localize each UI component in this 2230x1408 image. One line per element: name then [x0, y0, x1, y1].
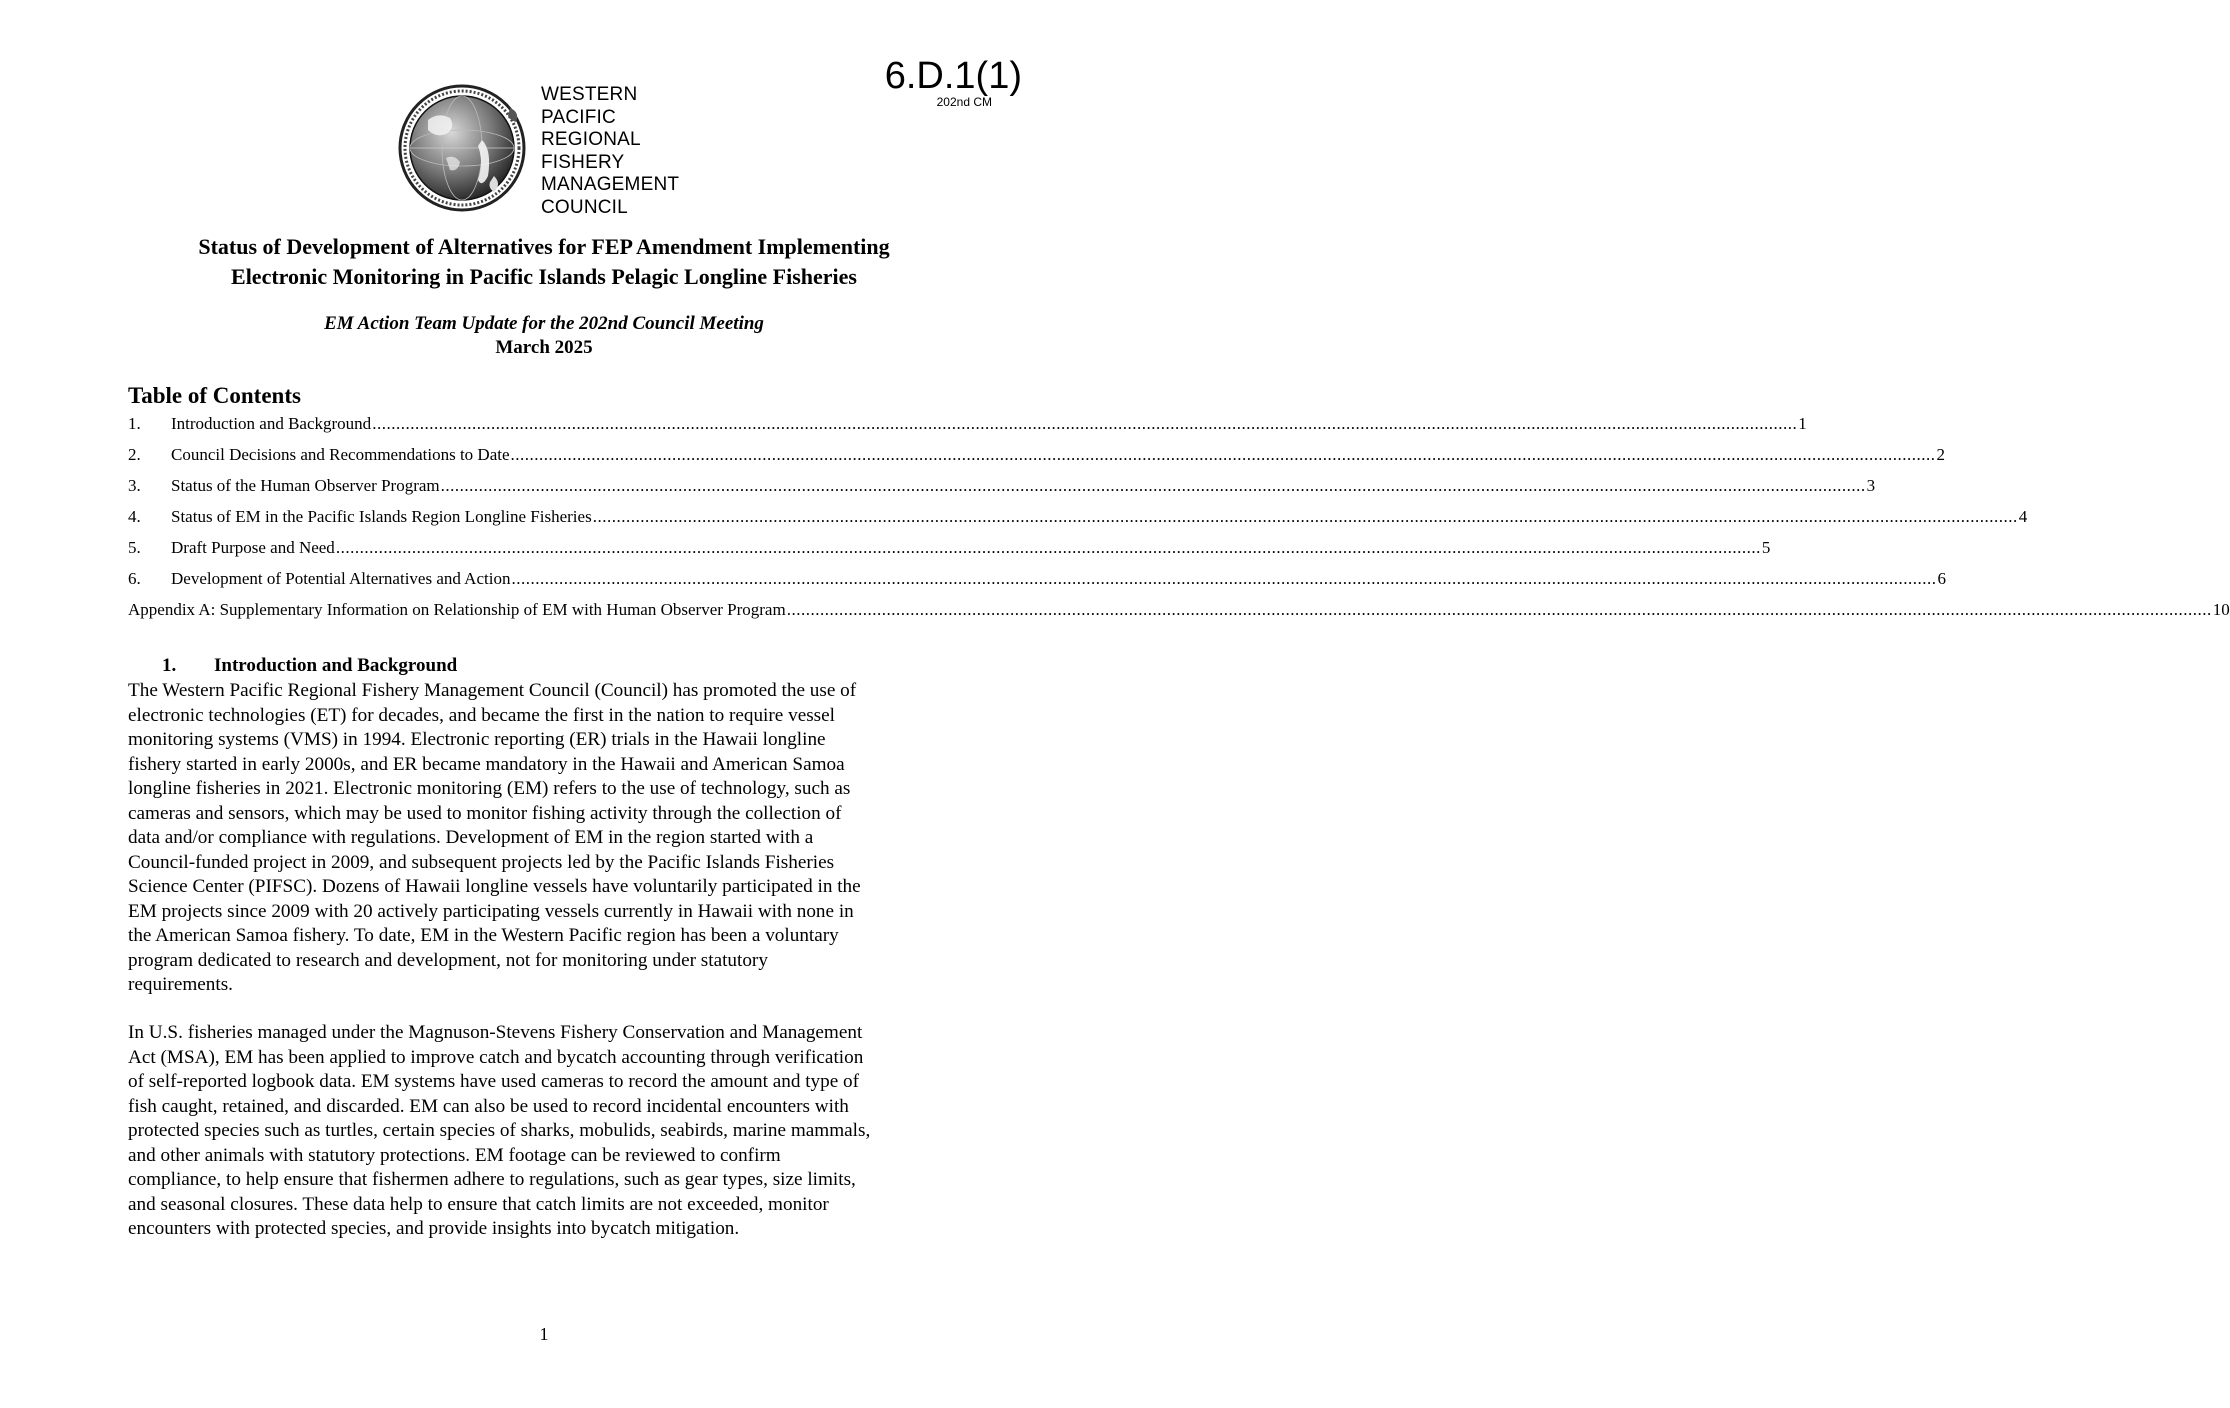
subtitle-text: EM Action Team Update for the 202nd Council Meeting	[324, 313, 764, 334]
toc-heading: Table of Contents	[128, 383, 301, 408]
toc-entry[interactable]	[128, 441, 1946, 472]
paragraph-line: of self-reported logbook data. EM systems have used cameras to record the amount and type of	[128, 1071, 860, 1092]
organization-name	[541, 84, 679, 219]
paragraph-line: protected species such as turtles, certain species of sharks, mobulids, seabirds, marine mammals,	[128, 1120, 871, 1141]
paragraph-line: and other animals with statutory protections. EM footage can be reviewed to confirm	[128, 1144, 781, 1166]
document-title	[0, 232, 1088, 292]
org-name-line: COUNCIL	[541, 196, 628, 218]
paragraph-line: data and/or compliance with regulations. Development of EM in the region started with a	[128, 827, 814, 848]
toc-entry-page: 4	[2018, 507, 2028, 526]
page-number: 1	[539, 1324, 549, 1344]
toc-entry-number: 5.	[128, 538, 141, 557]
paragraph-line: cameras and sensors, which may be used to monitor fishing activity through the collection of	[128, 802, 842, 824]
toc-entry[interactable]	[128, 565, 1946, 596]
paragraph-line: Act (MSA), EM has been applied to improve catch and bycatch accounting through verification	[128, 1046, 864, 1068]
toc-entry-number: 4.	[128, 507, 141, 526]
toc-entry-page: 2	[1936, 445, 1946, 464]
council-seal-logo	[398, 80, 530, 216]
body-paragraph	[128, 1021, 958, 1242]
paragraph-line: the American Samoa fishery. To date, EM in the Western Pacific region has been a voluntary	[128, 925, 839, 946]
paragraph-line: and seasonal closures. These data help to ensure that catch limits are not exceeded, monitor	[128, 1193, 829, 1215]
toc-entry-title: Status of EM in the Pacific Islands Region Longline Fisheries	[171, 507, 592, 526]
toc-entry-page: 5	[1761, 538, 1771, 557]
section-title: Introduction and Background	[214, 655, 458, 676]
toc-entry-title: Development of Potential Alternatives and Action	[171, 569, 511, 588]
org-name-line: FISHERY	[541, 151, 625, 173]
toc-entry[interactable]	[128, 472, 1876, 503]
toc-entry-page: 1	[1798, 414, 1807, 433]
toc-entry-title: Introduction and Background	[171, 414, 372, 433]
org-name-line: MANAGEMENT	[541, 174, 680, 195]
toc-entry-appendix[interactable]	[128, 596, 2230, 627]
paragraph-line: requirements.	[128, 974, 233, 995]
paragraph-line: Science Center (PIFSC). Dozens of Hawaii longline vessels have voluntarily participated in the	[128, 876, 861, 897]
toc-leader-dots: ............................................................................................................................................................................................................................................................................................................	[510, 445, 1936, 464]
paragraph-line: fish caught, retained, and discarded. EM can also be used to record incidental encounters with	[128, 1095, 849, 1117]
paragraph-line: longline fisheries in 2021. Electronic monitoring (EM) refers to the use of technology, such as	[128, 778, 851, 799]
paragraph-line: compliance, to help ensure that fishermen adhere to regulations, such as gear types, size limits,	[128, 1169, 856, 1190]
toc-entry-number: 3.	[128, 476, 141, 495]
meeting-label: 202nd CM	[936, 95, 992, 109]
title-line: Electronic Monitoring in Pacific Islands Pelagic Longline Fisheries	[231, 264, 857, 289]
document-subtitle	[0, 312, 1088, 360]
toc-entry-number: 2.	[128, 445, 141, 464]
toc-entry-title: Draft Purpose and Need	[171, 538, 335, 557]
document-code: 6.D.1(1)	[884, 55, 1022, 97]
paragraph-line: Council-funded project in 2009, and subsequent projects led by the Pacific Islands Fisheries	[128, 851, 835, 873]
toc-leader-dots: ............................................................................................................................................................................................................................................................................................................	[592, 507, 2018, 526]
paragraph-line: electronic technologies (ET) for decades, and became the first in the nation to require vessel	[128, 704, 835, 726]
org-name-line: REGIONAL	[541, 129, 641, 150]
document-date: March 2025	[495, 337, 593, 358]
toc-leader-dots: ............................................................................................................................................................................................................................................................................................................	[786, 600, 2212, 619]
org-name-line: PACIFIC	[541, 106, 616, 128]
toc-entry-title: Appendix A: Supplementary Information on Relationship of EM with Human Observer Program	[128, 600, 786, 619]
toc-entry-title: Status of the Human Observer Program	[171, 476, 440, 495]
toc-leader-dots: ............................................................................................................................................................................................................................................................................................................	[335, 538, 1761, 557]
title-line: Status of Development of Alternatives for FEP Amendment Implementing	[198, 234, 890, 259]
body-paragraph	[128, 679, 958, 998]
toc-entry[interactable]	[128, 534, 1771, 565]
section-heading	[162, 654, 457, 678]
toc-entry-number: 1.	[128, 414, 141, 433]
toc-entry[interactable]	[128, 503, 2028, 534]
paragraph-line: encounters with protected species, and provide insights into bycatch mitigation.	[128, 1218, 740, 1239]
paragraph-line: In U.S. fisheries managed under the Magnuson-Stevens Fishery Conservation and Management	[128, 1022, 863, 1043]
paragraph-line: monitoring systems (VMS) in 1994. Electronic reporting (ER) trials in the Hawaii longline	[128, 729, 826, 750]
section-number: 1.	[162, 655, 177, 676]
toc-entry-page: 3	[1866, 476, 1876, 495]
document-id	[885, 56, 1022, 108]
toc-leader-dots: ............................................................................................................................................................................................................................................................................................................	[372, 414, 1798, 433]
toc-entry-title: Council Decisions and Recommendations to Date	[171, 445, 510, 464]
paragraph-line: fishery started in early 2000s, and ER became mandatory in the Hawaii and American Samoa	[128, 753, 845, 775]
toc-leader-dots: ............................................................................................................................................................................................................................................................................................................	[440, 476, 1866, 495]
toc-entry[interactable]	[128, 410, 1807, 441]
table-of-contents	[128, 410, 2230, 627]
paragraph-line: program dedicated to research and development, not for monitoring under statutory	[128, 949, 768, 971]
toc-entry-page: 6	[1937, 569, 1946, 588]
toc-entry-page: 10	[2212, 600, 2230, 619]
org-name-line: WESTERN	[541, 84, 638, 105]
toc-leader-dots: ............................................................................................................................................................................................................................................................................................................	[511, 569, 1937, 588]
paragraph-line: EM projects since 2009 with 20 actively participating vessels currently in Hawaii with none in	[128, 900, 854, 922]
toc-entry-number: 6.	[128, 569, 141, 588]
paragraph-line: The Western Pacific Regional Fishery Management Council (Council) has promoted the use of	[128, 680, 857, 701]
